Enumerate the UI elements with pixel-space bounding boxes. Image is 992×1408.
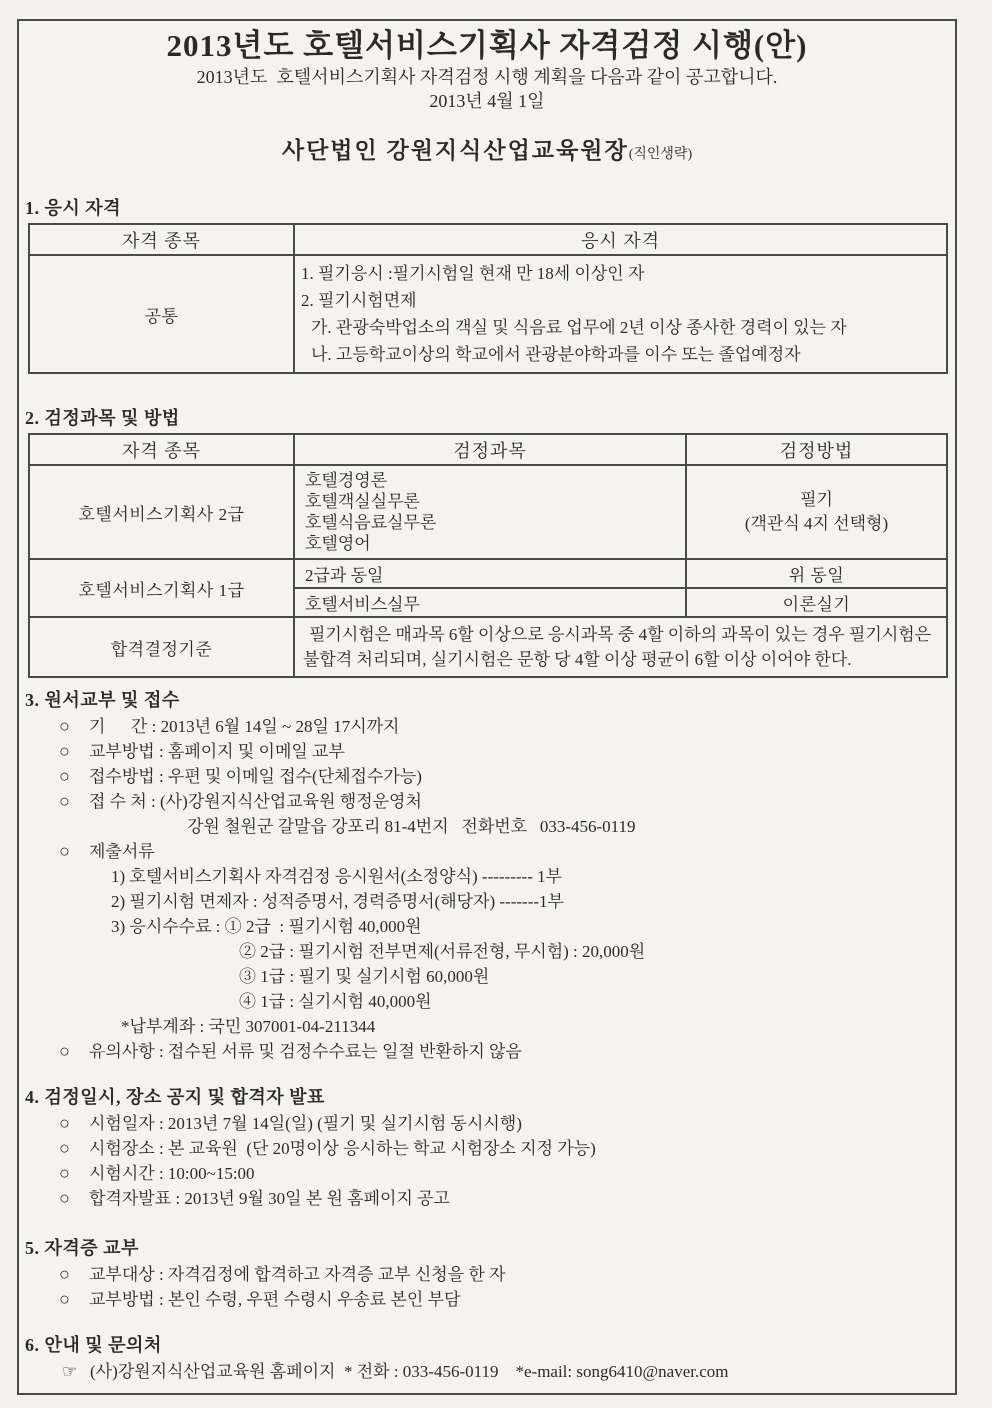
eligibility-line-2: 2. 필기시험면제 [301, 291, 417, 310]
cell-eligibility-details [294, 255, 947, 373]
item-refund-notice [19, 1039, 955, 1064]
item-required-documents [19, 839, 955, 864]
item-text: 접 수 처 : (사)강원지식산업교육원 행정운영처 [89, 792, 422, 811]
reception-office-address: 강원 철원군 갈말읍 강포리 81-4번지 전화번호 033-456-0119 [187, 817, 636, 836]
circle-bullet-icon: ○ [59, 1163, 70, 1183]
col-header-method: 검정방법 [686, 434, 947, 465]
eligibility-line-3: 가. 관광숙박업소의 객실 및 식음료 업무에 2년 이상 종사한 경력이 있는 자 [311, 318, 847, 337]
circle-bullet-icon: ○ [59, 1113, 70, 1133]
item-apply-method [19, 764, 955, 789]
col-header-qualification-type: 자격 종목 [29, 224, 294, 255]
item-exam-place [19, 1136, 955, 1161]
item-text: 유의사항 : 접수된 서류 및 검정수수료는 일절 반환하지 않음 [89, 1042, 522, 1061]
section-certificate-issue [19, 1237, 955, 1312]
section-contact-info [19, 1334, 955, 1385]
section3-heading: 3. 원서교부 및 접수 [25, 690, 180, 710]
issuer-seal-note: (직인생략) [628, 147, 693, 162]
contact-line [19, 1359, 955, 1385]
item-result-announcement [19, 1186, 955, 1211]
document-header [19, 29, 955, 171]
grade2-subject-1: 호텔경영론 [305, 471, 388, 490]
table-row-grade2 [29, 465, 947, 559]
circle-bullet-icon: ○ [59, 766, 70, 786]
cell-grade1-method-1: 위 동일 [686, 559, 947, 588]
cell-common-type: 공통 [29, 255, 294, 373]
circle-bullet-icon: ○ [59, 791, 70, 811]
eligibility-line-1: 1. 필기응시 :필기시험일 현재 만 18세 이상인 자 [301, 264, 645, 283]
cell-criteria-label: 합격결정기준 [29, 617, 294, 677]
section6-heading: 6. 안내 및 문의처 [25, 1335, 162, 1355]
announcement-subtitle: 2013년도 호텔서비스기획사 자격검정 시행 계획을 다음과 같이 공고합니다. [196, 67, 778, 87]
fee-line-4: ④ 1급 : 실기시험 40,000원 [239, 992, 432, 1011]
item-issue-target [19, 1262, 955, 1287]
circle-bullet-icon: ○ [59, 1188, 70, 1208]
item-text: 기 간 : 2013년 6월 14일 ~ 28일 17시까지 [89, 717, 400, 736]
col-header-qualification-type: 자격 종목 [29, 434, 294, 465]
table-header-row [29, 224, 947, 255]
document-line-3-fee-1: 3) 응시수수료 : ① 2급 : 필기시험 40,000원 [111, 917, 422, 936]
section-eligibility [19, 197, 955, 374]
table-row-criteria [29, 617, 947, 677]
circle-bullet-icon: ○ [59, 716, 70, 736]
contact-text: (사)강원지식산업교육원 홈페이지 * 전화 : 033-456-0119 *e-mail: song6410@naver.com [90, 1362, 729, 1381]
circle-bullet-icon: ○ [59, 1289, 70, 1309]
cell-grade2-method [686, 465, 947, 559]
item-text: 시험일자 : 2013년 7월 14일(일) (필기 및 실기시험 동시시행) [89, 1114, 522, 1133]
cell-grade1-method-2: 이론실기 [686, 588, 947, 617]
fee-line-2: ② 2급 : 필기시험 전부면제(서류전형, 무시험) : 20,000원 [239, 942, 646, 961]
grade2-method-line-1: 필기 [800, 490, 833, 509]
item-application-period [19, 714, 955, 739]
circle-bullet-icon: ○ [59, 1138, 70, 1158]
col-header-eligibility: 응시 자격 [294, 224, 947, 255]
cell-grade1-subject-2: 호텔서비스실무 [294, 588, 686, 617]
table-header-row [29, 434, 947, 465]
section1-heading: 1. 응시 자격 [25, 198, 122, 218]
page-title: 2013년도 호텔서비스기획사 자격검정 시행(안) [166, 28, 808, 63]
cell-grade1-subject-1: 2급과 동일 [294, 559, 686, 588]
section-application [19, 689, 955, 1064]
circle-bullet-icon: ○ [59, 1041, 70, 1061]
item-text: 제출서류 [89, 842, 155, 861]
item-reception-office [19, 789, 955, 814]
item-text: 교부대상 : 자격검정에 합격하고 자격증 교부 신청을 한 자 [89, 1265, 506, 1284]
item-text: 합격자발표 : 2013년 9월 30일 본 원 홈페이지 공고 [89, 1189, 450, 1208]
circle-bullet-icon: ○ [59, 1264, 70, 1284]
cell-grade2-label: 호텔서비스기획사 2급 [29, 465, 294, 559]
item-text: 시험장소 : 본 교육원 (단 20명이상 응시하는 학교 시험장소 지정 가능) [89, 1139, 596, 1158]
announcement-date: 2013년 4월 1일 [429, 91, 545, 111]
eligibility-table [28, 223, 948, 374]
cell-criteria-text: 필기시험은 매과목 6할 이상으로 응시과목 중 4할 이하의 과목이 있는 경우 필기시험은 불합격 처리되며, 실기시험은 문항 당 4할 이상 평균이 6할 이상 이어야 한다. [294, 617, 947, 677]
section-subjects-methods [19, 407, 955, 678]
cell-grade2-subjects [294, 465, 686, 559]
item-issue-method [19, 739, 955, 764]
table-row-grade1a [29, 559, 947, 588]
issuer-line [19, 135, 955, 171]
circle-bullet-icon: ○ [59, 841, 70, 861]
eligibility-line-4: 나. 고등학교이상의 학교에서 관광분야학과를 이수 또는 졸업예정자 [311, 345, 801, 364]
grade2-subject-3: 호텔식음료실무론 [305, 513, 437, 532]
item-text: 시험시간 : 10:00~15:00 [89, 1164, 255, 1183]
section2-heading: 2. 검정과목 및 방법 [25, 408, 180, 428]
fee-line-3: ③ 1급 : 필기 및 실기시험 60,000원 [239, 967, 490, 986]
section-exam-schedule [19, 1086, 955, 1211]
document-page-frame [17, 19, 957, 1395]
grade2-subject-4: 호텔영어 [305, 534, 371, 553]
item-exam-date [19, 1111, 955, 1136]
grade2-method-line-2: (객관식 4지 선택형) [744, 514, 889, 533]
section4-heading: 4. 검정일시, 장소 공지 및 합격자 발표 [25, 1087, 325, 1107]
circle-bullet-icon: ○ [59, 741, 70, 761]
payment-account: *납부계좌 : 국민 307001-04-211344 [121, 1017, 376, 1036]
item-receive-method [19, 1287, 955, 1312]
section5-heading: 5. 자격증 교부 [25, 1238, 139, 1258]
subjects-table [28, 433, 948, 678]
table-row [29, 255, 947, 373]
document-line-2: 2) 필기시험 면제자 : 성적증명서, 경력증명서(해당자) -------1부 [111, 892, 564, 911]
issuer-name: 사단법인 강원지식산업교육원장 [281, 138, 629, 163]
item-exam-time [19, 1161, 955, 1186]
document-line-1: 1) 호텔서비스기획사 자격검정 응시원서(소정양식) --------- 1부 [111, 867, 563, 886]
col-header-subjects: 검정과목 [294, 434, 686, 465]
item-text: 교부방법 : 본인 수령, 우편 수령시 우송료 본인 부담 [89, 1290, 461, 1309]
grade2-subject-2: 호텔객실실무론 [305, 492, 420, 511]
item-text: 교부방법 : 홈페이지 및 이메일 교부 [89, 742, 345, 761]
item-text: 접수방법 : 우편 및 이메일 접수(단체접수가능) [89, 767, 422, 786]
cell-grade1-label: 호텔서비스기획사 1급 [29, 559, 294, 617]
pointing-hand-icon: ☞ [62, 1362, 78, 1381]
